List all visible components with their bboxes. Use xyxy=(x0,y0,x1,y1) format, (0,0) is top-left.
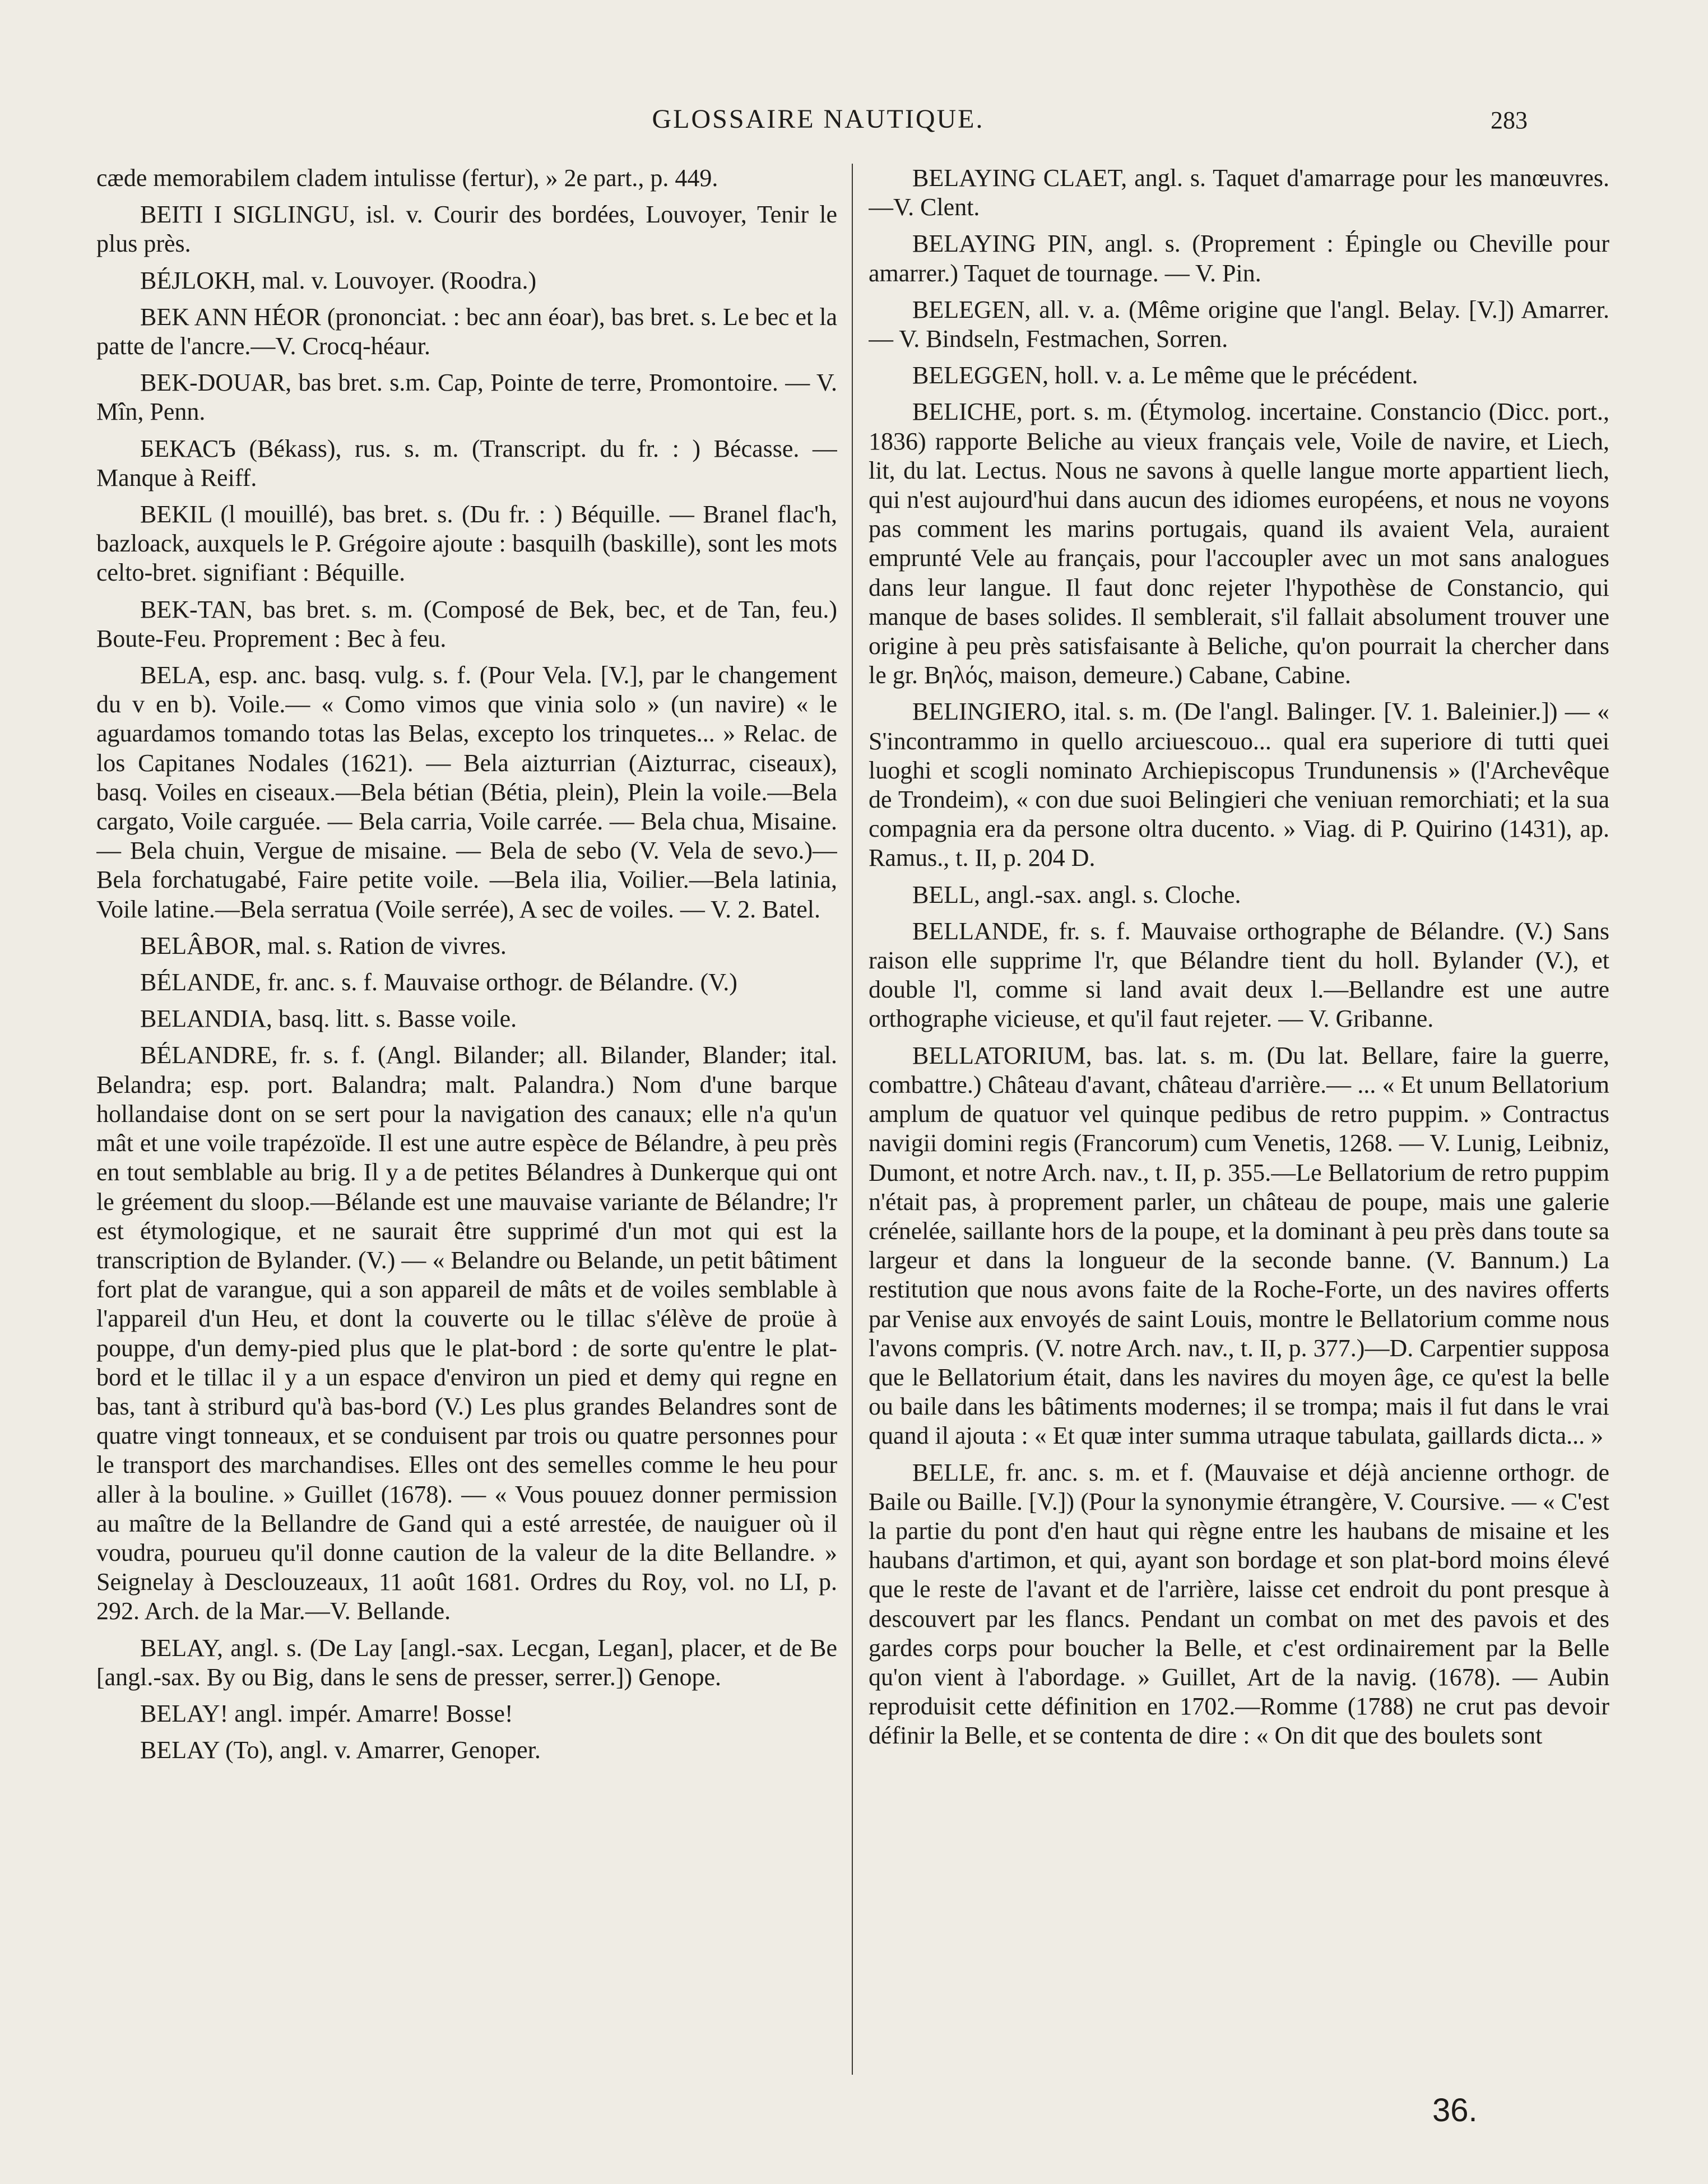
dictionary-entry: BEK-DOUAR, bas bret. s.m. Cap, Pointe de terre, Promontoire. — V. Mîn, Penn. xyxy=(96,369,837,426)
dictionary-entry: BELAYING CLAET, angl. s. Taquet d'amarrage pour les manœuvres. —V. Clent. xyxy=(869,164,1609,221)
page-number: 283 xyxy=(1491,106,1528,134)
dictionary-entry: BEITI I SIGLINGU, isl. v. Courir des bordées, Louvoyer, Tenir le plus près. xyxy=(96,201,837,258)
dictionary-entry: BELAYING PIN, angl. s. (Proprement : Épingle ou Cheville pour amarrer.) Taquet de tournage. — V. Pin. xyxy=(869,230,1609,287)
dictionary-entry: BEKIL (l mouillé), bas bret. s. (Du fr. : ) Béquille. — Branel flac'h, bazloack, auxquels le P. Grégoire ajoute : basquilh (baskille), sont les mots celto-bret. signifiant : Béquille. xyxy=(96,500,837,587)
dictionary-entry: BÉLANDE, fr. anc. s. f. Mauvaise orthogr. de Bélandre. (V.) xyxy=(140,968,737,996)
dictionary-entry: BELL, angl.-sax. angl. s. Cloche. xyxy=(912,880,1241,908)
dictionary-entry: BELLANDE, fr. s. f. Mauvaise orthographe de Bélandre. (V.) Sans raison elle supprime l'r, que Bélandre tient du holl. Bylander (V.), et double l'l, comme si land avait deux l.—Bellandre est une autre orthographe vicieuse, et qu'il faut rejeter. — V. Gribanne. xyxy=(869,917,1609,1033)
dictionary-entry: BELLATORIUM, bas. lat. s. m. (Du lat. Bellare, faire la guerre, combattre.) Château d'avant, château d'arrière.— ... « Et unum Bellatorium amplum de quatuor vel quinque pedibus de retro puppim. » Contractus navigii domini regis (Francorum) cum Venetis, 1268. — V. Lunig, Leibniz, Dumont, et notre Arch. nav., t. II, p. 355.—Le Bellatorium de retro puppim n'était pas, à proprement parler, un château de poupe, mais une galerie crénelée, saillante hors de la poupe, et la dominant à peu près dans toute sa largeur et dans la longueur de la seconde banne. (V. Bannum.) La restitution que nous avons faite de la Roche-Forte, un des navires offerts par Venise aux envoyés de saint Louis, montre le Bellatorium comme nous l'avons compris. (V. notre Arch. nav., t. II, p. 377.)—D. Carpentier supposa que le Bellatorium était, dans les navires du moyen âge, ce qu'est la belle ou baile dans les bâtiments modernes; il se trompa; mais il fut dans le vrai quand il ajouta : « Et quæ inter summa utraque tabulata, gaillards dicta... » xyxy=(869,1041,1609,1450)
dictionary-entry: BEK-TAN, bas bret. s. m. (Composé de Bek, bec, et de Tan, feu.) Boute-Feu. Proprement : Bec à feu. xyxy=(96,595,837,652)
dictionary-entry: BELÂBOR, mal. s. Ration de vivres. xyxy=(140,931,507,959)
dictionary-entry: cæde memorabilem cladem intulisse (fertur), » 2e part., p. 449. xyxy=(96,164,718,192)
left-column xyxy=(96,164,837,2092)
dictionary-entry: BELINGIERO, ital. s. m. (De l'angl. Balinger. [V. 1. Baleinier.]) — « S'incontrammo in quello arciuescouo... qual era superiore di tutti quei luoghi et scogli nominato Archiepiscopus Trundunensis » (l'Archevêque de Trondeim), « con due suoi Belingieri che veniuan remorchiati; et la sua compagnia era da persone oltra ducento. » Viag. di P. Quirino (1431), ap. Ramus., t. II, p. 204 D. xyxy=(869,698,1609,872)
running-title: GLOSSAIRE NAUTIQUE. xyxy=(652,104,985,134)
dictionary-entry: BEK ANN HÉOR (prononciat. : bec ann éoar), bas bret. s. Le bec et la patte de l'ancre.—V. Crocq-héaur. xyxy=(96,303,837,360)
page-header xyxy=(0,104,1708,143)
dictionary-entry: BELA, esp. anc. basq. vulg. s. f. (Pour Vela. [V.], par le changement du v en b). Voile.— « Como vimos que vinia solo » (un navire) « le aguardamos tomando totas las Belas, excepto los trinquetes... » Relac. de los Capitanes Nodales (1621). — Bela aizturrian (Aizturrac, ciseaux), basq. Voiles en ciseaux.—Bela bétian (Bétia, plein), Plein la voile.—Bela cargato, Voile carguée. — Bela carria, Voile carrée. — Bela chua, Misaine. — Bela chuin, Vergue de misaine. — Bela de sebo (V. Vela de sevo.)—Bela forchatugabé, Faire petite voile. —Bela ilia, Voilier.—Bela latinia, Voile latine.—Bela serratua (Voile serrée), A sec de voiles. — V. 2. Batel. xyxy=(96,661,837,923)
dictionary-entry: BELAY (To), angl. v. Amarrer, Genoper. xyxy=(140,1736,541,1764)
column-divider xyxy=(852,164,853,2075)
dictionary-entry: BELANDIA, basq. litt. s. Basse voile. xyxy=(140,1005,517,1033)
dictionary-entry: BELEGEN, all. v. a. (Même origine que l'angl. Belay. [V.]) Amarrer. — V. Bindseln, Festmachen, Sorren. xyxy=(869,295,1609,353)
signature-mark: 36. xyxy=(1432,2092,1478,2129)
right-column xyxy=(869,164,1609,2092)
dictionary-entry: BELAY, angl. s. (De Lay [angl.-sax. Lecgan, Legan], placer, et de Be [angl.-sax. By ou Big, dans le sens de presser, serrer.]) Genope. xyxy=(96,1634,837,1691)
dictionary-entry: BÉLANDRE, fr. s. f. (Angl. Bilander; all. Bilander, Blander; ital. Belandra; esp. port. Balandra; malt. Palandra.) Nom d'une barque hollandaise dont on se sert pour la navigation des canaux; elle n'a qu'un mât et une voile trapézoïde. Il est une autre espèce de Bélandre, à peu près en tout semblable au brig. Il y a de petites Bélandres à Dunkerque qui ont le gréement du sloop.—Bélande est une mauvaise variante de Bélandre; l'r est étymologique, et ne saurait être supprimé d'un mot qui est la transcription de Bylander. (V.) — « Belandre ou Belande, un petit bâtiment fort plat de varangue, qui a son appareil de mâts et de voiles semblable à l'appareil d'un Heu, et dont la couverte ou le tillac s'élève de proüe à pouppe, d'un demy-pied plus que le plat-bord : de sorte qu'entre le plat-bord et le tillac il y a un espace d'environ un pied et demy qui regne en bas, tant à striburd qu'à bas-bord (V.) Les plus grandes Belandres sont de quatre vingt tonneaux, et se conduisent par trois ou quatre personnes pour le transport des marchandises. Elles ont des semelles comme le heu pour aller à la bouline. » Guillet (1678). — « Vous pouuez donner permission au maître de la Bellandre de Gand qui a esté arrestée, de nauiguer où il voudra, pourueu qu'il donne caution de la valeur de la dite Bellandre. » Seignelay à Desclouzeaux, 11 août 1681. Ordres du Roy, vol. no LI, p. 292. Arch. de la Mar.—V. Bellande. xyxy=(96,1041,837,1625)
dictionary-entry: БЕКАСЪ (Békass), rus. s. m. (Transcript. du fr. : ) Bécasse. — Manque à Reiff. xyxy=(96,434,837,491)
dictionary-entry: BELEGGEN, holl. v. a. Le même que le précédent. xyxy=(912,361,1418,389)
dictionary-entry: BELAY! angl. impér. Amarre! Bosse! xyxy=(140,1699,513,1727)
dictionary-entry: BÉJLOKH, mal. v. Louvoyer. (Roodra.) xyxy=(140,266,537,294)
dictionary-entry: BELICHE, port. s. m. (Étymolog. incertaine. Constancio (Dicc. port., 1836) rapporte Beliche au vieux français vele, Voile de navire, et Liech, lit, du lat. Lectus. Nous ne savons à quelle langue morte appartient liech, qui n'est aujourd'hui dans aucun des idiomes européens, et nous ne voyons pas comment les marins portugais, quand ils avaient Vela, auraient emprunté Vele au français, pour l'accoupler avec un mot sans analogues dans leur langue. Il faut donc rejeter l'hypothèse de Constancio, qui manque de bases solides. Il semblerait, s'il fallait absolument trouver une origine à peu près satisfaisante à Beliche, qu'on pourrait la chercher dans le gr. Βηλός, maison, demeure.) Cabane, Cabine. xyxy=(869,398,1609,689)
dictionary-entry: BELLE, fr. anc. s. m. et f. (Mauvaise et déjà ancienne orthogr. de Baile ou Baille. [V.]) (Pour la synonymie étrangère, V. Coursive. — « C'est la partie du pont d'en haut qui règne entre les haubans de misaine et les haubans d'artimon, et qui, ayant son bordage et son plat-bord moins élevé que le reste de l'avant et de l'arrière, laisse cet endroit du pont presque à descouvert par les flancs. Pendant un combat on met des pavois et des gardes corps pour boucher la Belle, et c'est ordinairement par la Belle qu'on vient à l'abordage. » Guillet, Art de la navig. (1678). — Aubin reproduisit cette définition en 1702.—Romme (1788) ne crut pas devoir définir la Belle, et se contenta de dire : « On dit que des boulets sont xyxy=(869,1458,1609,1750)
